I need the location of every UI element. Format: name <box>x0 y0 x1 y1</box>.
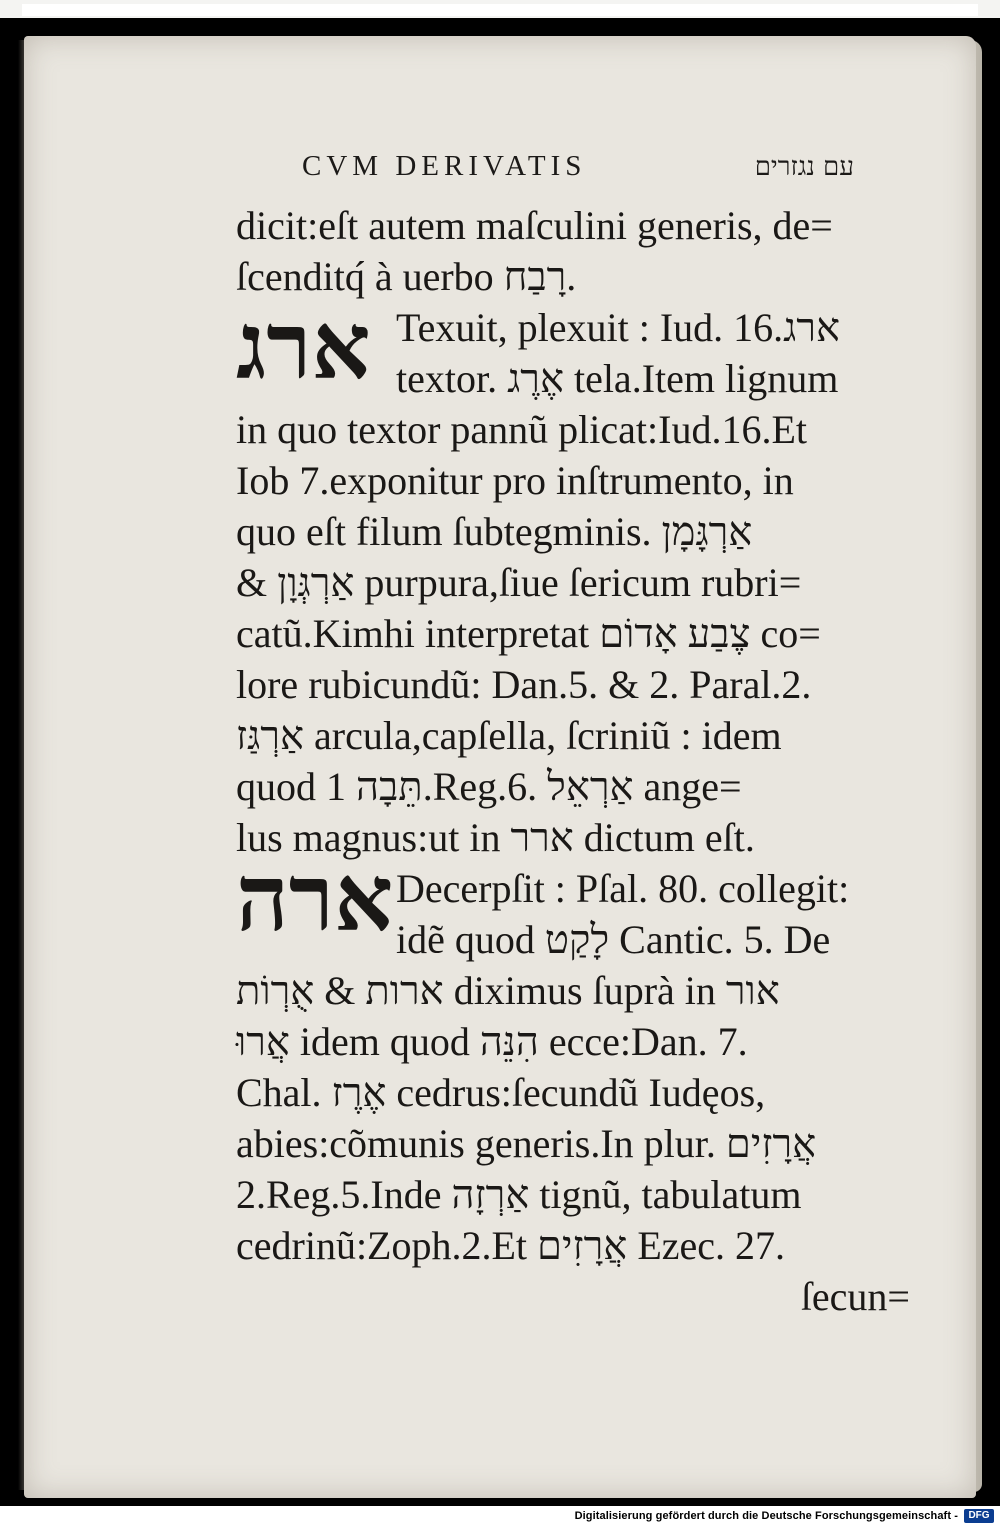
text-line: ארות & אֻרְוֹת diximus ſuprà in אור <box>236 968 780 1013</box>
top-margin-bar <box>22 4 978 16</box>
text-line: dicit:eſt autem maſculini generis, de= <box>236 203 833 248</box>
text-line: abies:cõmunis generis.In plur. אֲרָזִים <box>236 1121 817 1166</box>
text-line: אַרְגַּז arcula,capſella, ſcriniũ : idem <box>236 713 782 758</box>
initial-root-arah: ארה <box>236 844 394 952</box>
text-line: Chal. אֶרֶז cedrus:ſecundũ Iudęos, <box>236 1070 766 1115</box>
text-line: quo eſt filum ſubtegminis. אַרְגָּמָן <box>236 509 753 554</box>
text-line: ſcenditq́ à uerbo רָבַח. <box>236 254 577 299</box>
running-header-latin: CVM DERIVATIS <box>302 150 587 182</box>
catchword: ſecun= <box>800 1274 910 1319</box>
footer-credit: Digitalisierung gefördert durch die Deutsche Forschungsgemeinschaft - <box>574 1510 958 1522</box>
text-line: in quo textor pannũ plicat:Iud.16.Et <box>236 407 807 452</box>
text-line: quod תֵּבָה 1.Reg.6. אַרְאֵל ange= <box>236 764 742 809</box>
text-line: אֲרוּ idem quod הִנֵּה ecce:Dan. 7. <box>236 1019 748 1064</box>
text-line: idẽ quod לָקַט Cantic. 5. De <box>396 917 831 962</box>
text-line: textor. אֶרֶג tela.Item lignum <box>396 356 839 401</box>
text-line: Iob 7.exponitur pro inſtrumento, in <box>236 458 794 503</box>
text-line: Texuit, plexuit : Iud. 16.ארג <box>396 305 841 350</box>
running-header-hebrew: עם נגזרים <box>754 152 854 182</box>
initial-root-arag: ארג <box>236 292 371 400</box>
running-header <box>302 150 912 190</box>
text-line: lus magnus:ut in ארר dictum eſt. <box>236 815 755 860</box>
top-margin-strip <box>0 0 1000 18</box>
dfg-logo[interactable]: DFG <box>964 1509 994 1523</box>
text-line: & אַרְגְּוָן purpura,ſiue ſericum rubri= <box>236 560 802 605</box>
text-line: 2.Reg.5.Inde אַרְזָה tignũ, tabulatum <box>236 1172 802 1217</box>
body-text <box>236 200 912 1322</box>
text-line: lore rubicundũ: Dan.5. & 2. Paral.2. <box>236 662 812 707</box>
text-line: Decerpſit : Pſal. 80. collegit: <box>396 866 850 911</box>
text-line: cedrinũ:Zoph.2.Et אֲרָזִים Ezec. 27. <box>236 1223 786 1268</box>
text-line: catũ.Kimhi interpretat צֶבַע אָדוֹם co= <box>236 611 821 656</box>
